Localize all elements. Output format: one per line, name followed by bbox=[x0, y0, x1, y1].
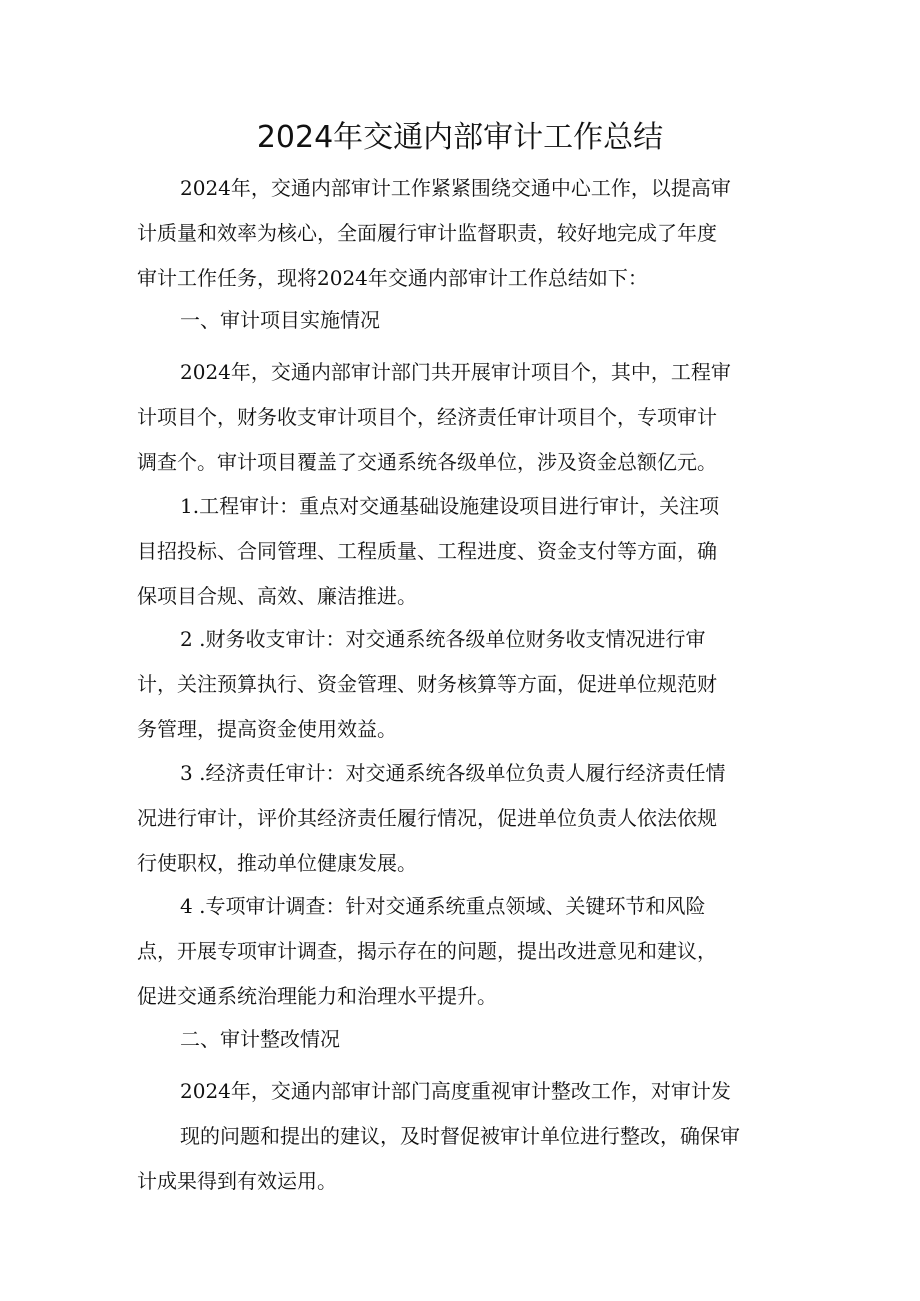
paragraph-line: 调查个。审计项目覆盖了交通系统各级单位，涉及资金总额亿元。 bbox=[137, 450, 717, 474]
paragraph-line: 计，关注预算执行、资金管理、财务核算等方面，促进单位规范财 bbox=[137, 672, 717, 696]
paragraph-line: 行使职权，推动单位健康发展。 bbox=[137, 851, 417, 875]
paragraph-line: 务管理，提高资金使用效益。 bbox=[137, 717, 397, 741]
section-heading bbox=[137, 1017, 777, 1062]
paragraph-line: 目招投标、合同管理、工程质量、工程进度、资金支付等方面，确 bbox=[137, 539, 717, 563]
list-item bbox=[137, 884, 777, 1019]
list-item bbox=[137, 751, 777, 886]
paragraph-line: 2024年，交通内部审计部门高度重视审计整改工作，对审计发 bbox=[180, 1079, 731, 1103]
paragraph-line: 促进交通系统治理能力和治理水平提升。 bbox=[137, 984, 497, 1008]
list-item bbox=[137, 617, 777, 752]
section-heading bbox=[137, 298, 777, 343]
paragraph-line: 计成果得到有效运用。 bbox=[137, 1169, 337, 1193]
paragraph-line: 审计工作任务，现将2024年交通内部审计工作总结如下： bbox=[137, 266, 648, 290]
paragraph-line: 现的问题和提出的建议，及时督促被审计单位进行整改，确保审 bbox=[180, 1124, 740, 1148]
list-item bbox=[137, 484, 777, 619]
intro-paragraph bbox=[137, 166, 777, 301]
paragraph-line: 计质量和效率为核心，全面履行审计监督职责，较好地完成了年度 bbox=[137, 221, 717, 245]
paragraph-line: 况进行审计，评价其经济责任履行情况，促进单位负责人依法依规 bbox=[137, 806, 717, 830]
paragraph-line: 2 .财务收支审计：对交通系统各级单位财务收支情况进行审 bbox=[180, 627, 706, 651]
paragraph-line: 2024年，交通内部审计部门共开展审计项目个，其中，工程审 bbox=[180, 360, 731, 384]
document-title: 2024年交通内部审计工作总结 bbox=[256, 120, 664, 155]
section1-paragraph bbox=[137, 350, 777, 485]
paragraph-line: 3 .经济责任审计：对交通系统各级单位负责人履行经济责任情 bbox=[180, 761, 726, 785]
section-heading-text: 一、审计项目实施情况 bbox=[180, 308, 380, 332]
paragraph-line: 2024年，交通内部审计工作紧紧围绕交通中心工作，以提高审 bbox=[180, 176, 731, 200]
paragraph-line: 保项目合规、高效、廉洁推进。 bbox=[137, 584, 417, 608]
section-heading-text: 二、审计整改情况 bbox=[180, 1027, 340, 1051]
paragraph-line: 1.工程审计：重点对交通基础设施建设项目进行审计，关注项 bbox=[180, 494, 720, 518]
section2-paragraph bbox=[137, 1069, 777, 1204]
paragraph-line: 计项目个，财务收支审计项目个，经济责任审计项目个，专项审计 bbox=[137, 405, 717, 429]
paragraph-line: 4 .专项审计调查：针对交通系统重点领域、关键环节和风险 bbox=[180, 894, 706, 918]
paragraph-line: 点，开展专项审计调查，揭示存在的问题，提出改进意见和建议， bbox=[137, 939, 717, 963]
